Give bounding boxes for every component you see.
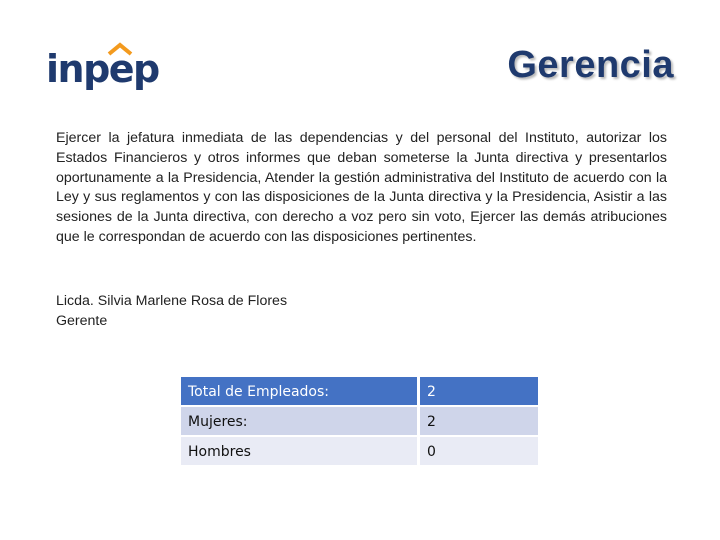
signature-role: Gerente (56, 313, 108, 329)
role-description: Ejercer la jefatura inmediata de las dependencias y del personal del Instituto, autorizar los Estados Financieros y otros informes que deban someterse la Junta directiva y presentarlos oportunamente a la Presidencia, Atender la gestión administrativa del Instituto de acuerdo con la Ley y sus reglamentos y con las disposiciones de la Junta directiva y la Presidencia, Asistir a las sesiones de la Junta directiva, con derecho a voz pero sin voto, Ejercer las demás atribuciones que le correspondan de acuerdo con las disposiciones pertinentes. (56, 130, 667, 245)
signature-name: Licda. Silvia Marlene Rosa de Flores (56, 293, 288, 309)
inpep-logo (46, 44, 162, 94)
page-title: Gerencia (507, 44, 674, 86)
table-row (181, 377, 538, 407)
signature-block (56, 291, 287, 331)
table-row (181, 407, 538, 437)
row-label: Mujeres: (181, 407, 417, 437)
logo-wordmark: inpep (46, 47, 159, 91)
row-label: Hombres (181, 437, 417, 465)
row-value: 0 (417, 437, 538, 465)
employee-stats-table (181, 377, 538, 465)
table-row (181, 437, 538, 465)
row-label: Total de Empleados: (181, 377, 417, 407)
row-value: 2 (417, 407, 538, 437)
row-value: 2 (417, 377, 538, 407)
roof-icon (107, 42, 133, 56)
